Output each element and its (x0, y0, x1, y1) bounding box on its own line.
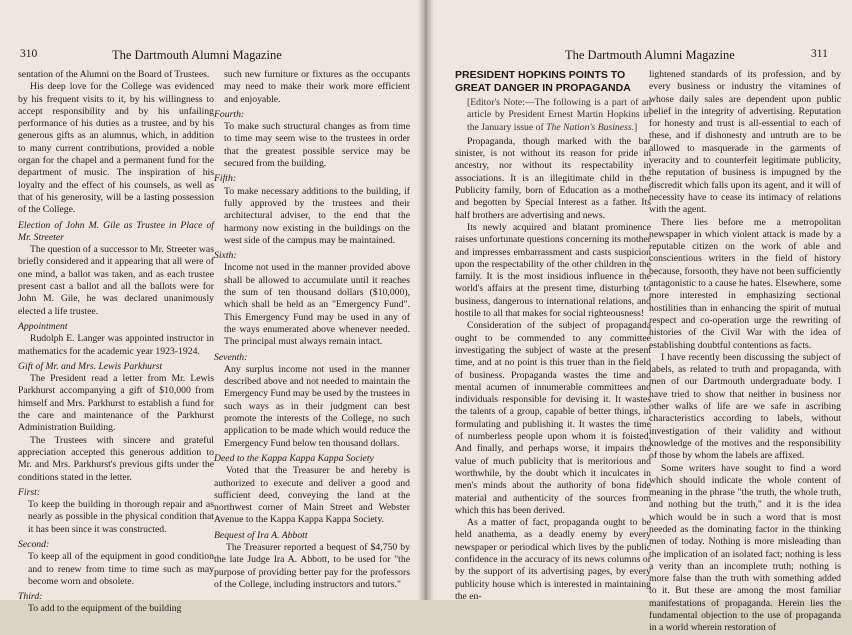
editors-note-close: .] (631, 121, 638, 133)
paragraph: His deep love for the College was evidenced by his frequent visits to it, by his willingness to accept responsibility and by his unfailing performance of his duties as a trustee, and by his generous gifts as an alumnus, which, in addition to many current contributions, provided a noble organ for the chapel and a permanent fund for the department of music. The inspiration of his loyalty and the effect of his counsels, as well as that of his generosity, will be a lasting possession of the College. (18, 81, 214, 216)
editors-note (455, 97, 651, 134)
condition-heading: First: (18, 486, 41, 498)
paragraph: Its newly acquired and blatant prominence raises unfortunate questions concerning its mother and impresses embarrassment and casts suspicion upon the respectability of the other children in the family. It is the most insidious influence in the world's affairs at the present time, disturbing to business, dangerous to international relations, and hostile to all that makes for social righteousness! (455, 221, 651, 320)
condition-heading: Sixth: (214, 250, 237, 262)
paragraph: Consideration of the subject of propaganda ought to be commended to any committee investigating the subject of waste at the present time, and at no point is this truer than in the field of business. Propaganda wastes the time and mental acumen of innumerable committees and individuals responsible for devising it. It wastes the talents of a group, capable of better things, in formulating and publishing it. It wastes the time of numberless people upon whom it is foisted. And finally, and perhaps worse, it impairs the value of much publicity that is meritorious and worthwhile, by the doubt which it inculcates in men's minds about the authority of bona fide material and authenticity of the sources from which this has been derived. (455, 320, 651, 516)
paragraph: There lies before me a metropolitan newspaper in which violent attack is made by a reputable citizen on the work of able and conscientious writers in the field of history because, forsooth, they have not been sufficiently antagonistic to a cause he hates. Elsewhere, some more interested in emphasizing sectional hostilities than in enhancing the spirit of mutual respect and co-operation urge the rewriting of histories of the Civil War with the idea of establishing doubtful contentions as facts. (649, 216, 841, 351)
right-column-1 (455, 69, 651, 603)
paragraph: Rudolph E. Langer was appointed instructor in mathematics for the academic year 1923-1924. (18, 333, 214, 357)
section-heading: Appointment (18, 320, 68, 332)
running-header: The Dartmouth Alumni Magazine (112, 48, 282, 62)
condition-text: To keep all of the equipment in good condition and to renew from time to time such as may become worn and obsolete. (28, 551, 214, 587)
condition-heading: Fourth: (214, 108, 245, 120)
paragraph: The Treasurer reported a bequest of $4,750 by the late Judge Ira A. Abbott, to be used for "the purpose of providing better pay for the professors of the College, including instructors and tutors." (214, 541, 410, 590)
section-heading: Gift of Mr. and Mrs. Lewis Parkhurst (18, 360, 163, 372)
condition-text: To add to the equipment of the building (28, 603, 182, 615)
condition-text: Income not used in the manner provided above shall be allowed to accumulate until it reaches the sum of ten thousand dollars ($10,000), which shall be held as an "Emergency Fund". This Emergency Fund may be used in any of the ways enumerated above whenever needed. The principal must always remain intact. (224, 262, 410, 348)
section-heading: Bequest of Ira A. Abbott (214, 529, 308, 541)
condition-text: Any surplus income not used in the manner described above and not needed to maintain the Emergency Fund may be used by the trustees in such ways as in their judgment can best promote the interests of the College, no such application to be made which would reduce the Emergency Fund below ten thousand dollars. (224, 363, 410, 449)
article-title: PRESIDENT HOPKINS POINTS TO GREAT DANGER IN PROPAGANDA (455, 69, 631, 94)
paragraph: As a matter of fact, propaganda ought to be held anathema, as a deadly enemy by every newspaper or periodical which lives by the public confidence in the accuracy of its news columns or by the support of its advertising pages, by every publicity house which is interested in maintaining the en- (455, 517, 651, 602)
condition-heading: Third: (18, 591, 43, 603)
paragraph: Voted that the Treasurer be and hereby is authorized to execute and deliver a good and sufficient deed, conveying the land at the northwest corner of Main Street and Webster Avenue to the Kappa Kappa Kappa Society. (214, 465, 410, 526)
page-number: 311 (811, 48, 828, 60)
condition-heading: Second: (18, 538, 50, 550)
condition-heading: Seventh: (214, 351, 248, 363)
paragraph: lightened standards of its profession, and by every business or industry the vitamines of whose daily sales are dependent upon public belief in the integrity of advertising. Reputation for honesty and trust is all-essential to each of these, and if dishonesty and untruth are to be allowed to masquerade in the garments of veracity and to counterfeit legitimate publicity, the reputation of business is impugned by the discredit which falls upon its agent, and it will of necessity have to cease its intimacy of relations with the agent. (649, 69, 841, 216)
section-heading: Election of John M. Gile as Trustee in Place of Mr. Streeter (18, 219, 214, 243)
right-column-2 (649, 69, 841, 635)
paragraph: Propaganda, though marked with the bar sinister, is not without its reason for pride in ancestry, nor without its respectability in associations. It is an illegitimate child in the Publicity family, born of Education as a mother and begotten by Special Interest as a father. Its half brothers are advertising and news. (455, 135, 651, 221)
publication-name: The Nation's Business (546, 121, 632, 133)
paragraph: I have recently been discussing the subject of labels, as related to truth and propaganda, with men of our Dartmouth undergraduate body. I have tried to show that neither in business nor other walks of life are we safe in ascribing characteristics according to labels, without investigation of their validity and without knowledge of the motives and the responsibility of those by whom the labels are affixed. (649, 351, 841, 462)
condition-text: such new furniture or fixtures as the occupants may need to make their work more efficient and enjoyable. (224, 69, 410, 105)
condition-text: To make such structural changes as from time to time may seem wise to the trustees in order that the greatest possible service may be secured from the building. (224, 121, 410, 170)
left-column-1 (18, 69, 214, 616)
condition-text: To keep the building in thorough repair and as nearly as possible in the physical condition that it has been since it was constructed. (28, 499, 214, 535)
paragraph: Some writers have sought to find a word which should indicate the whole content of meaning in the phrase "the truth, the whole truth, and nothing but the truth," and it is the idea which would be in such a word that is most needed as the dominating factor in the thinking men of today. Nothing is more misleading than the implication of an isolated fact; nothing is less a verity than an incomplete truth; nothing is more false than the truth with something added to it. But these are among the most familiar manifestations of propaganda. Herein lies the fundamental objection to the use of propaganda in a world wherein restoration of (649, 462, 841, 634)
left-column-2 (214, 69, 410, 591)
paragraph: The question of a successor to Mr. Streeter was briefly considered and it appearing that all were of one mind, a ballot was taken, and as each trustee present cast a ballot and all the ballots were for John M. Gile, he was declared unanimously elected a life trustee. (18, 244, 214, 317)
paragraph: sentation of the Alumni on the Board of Trustees. (18, 69, 210, 80)
running-header: The Dartmouth Alumni Magazine (565, 48, 735, 62)
condition-text: To make necessary additions to the building, if fully approved by the trustees and their architectural adviser, to the end that the harmony now existing in the buildings on the west side of the campus may be maintained. (224, 185, 410, 246)
page-number: 310 (20, 48, 38, 60)
left-page (0, 0, 425, 615)
editors-note-text: [Editor's Note:—The following is a part of an article by President Ernest Martin Hopkins in the January issue of (467, 97, 651, 133)
section-heading: Deed to the Kappa Kappa Kappa Society (214, 452, 374, 464)
right-page (427, 0, 852, 634)
paragraph: The Trustees with sincere and grateful appreciation accepted this generous addition to Mr. and Mrs. Parkhurst's previous gifts under the conditions stated in the letter. (18, 434, 214, 483)
book-gutter (418, 0, 434, 600)
condition-heading: Fifth: (214, 173, 237, 185)
paragraph: The President read a letter from Mr. Lewis Parkhurst accompanying a gift of $10,000 from himself and Mrs. Parkhurst to establish a fund for the care and maintenance of the Parkhurst Administration Building. (18, 373, 214, 434)
